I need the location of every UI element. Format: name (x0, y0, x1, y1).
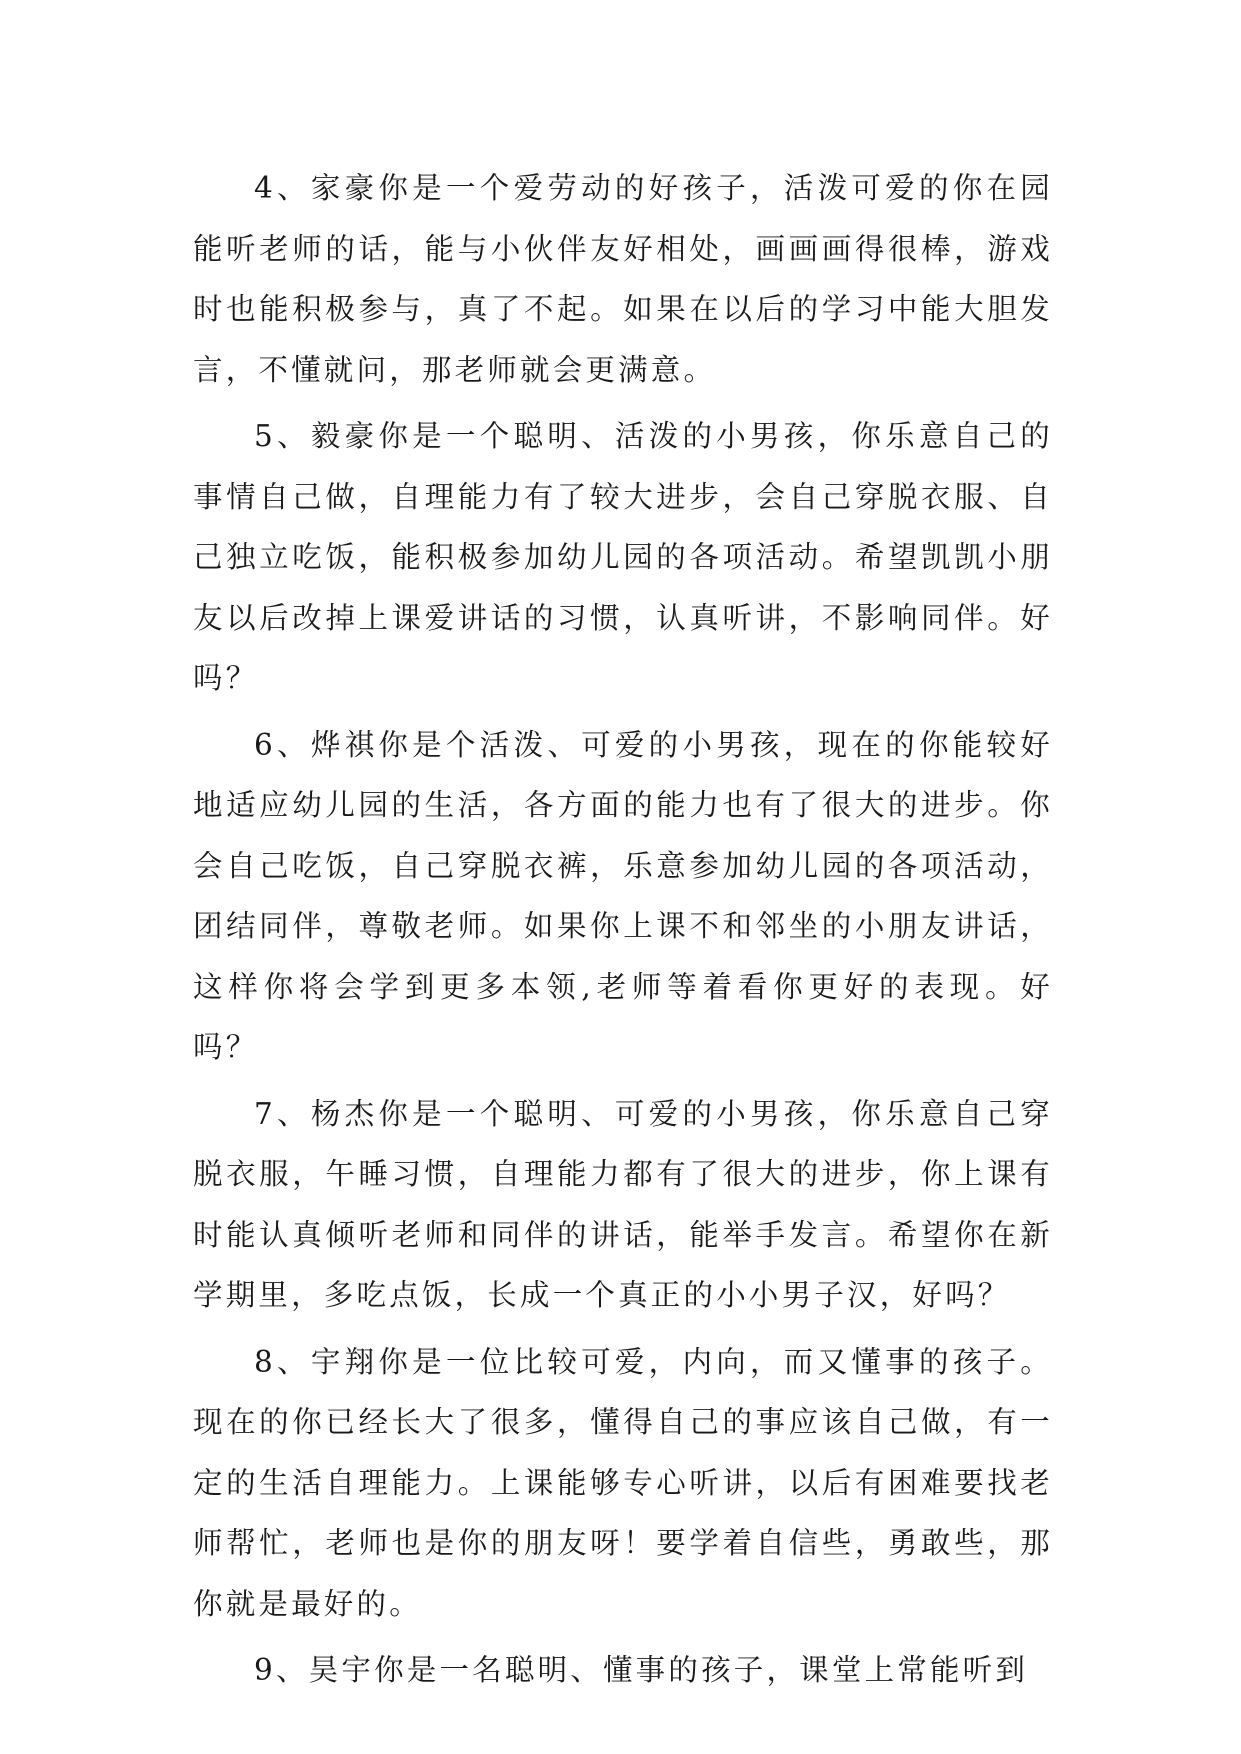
paragraph-7: 7、杨杰你是一个聪明、可爱的小男孩，你乐意自己穿脱衣服，午睡习惯，自理能力都有了很大的进步，你上课有时能认真倾听老师和同伴的讲话，能举手发言。希望你在新学期里，多吃点饭，长成一个真正的小小男子汉，好吗？ (193, 1096, 1053, 1312)
paragraph-4: 4、家豪你是一个爱劳动的好孩子，活泼可爱的你在园能听老师的话，能与小伙伴友好相处，画画画得很棒，游戏时也能积极参与，真了不起。如果在以后的学习中能大胆发言，不懂就问，那老师就会更满意。 (193, 171, 1053, 387)
document-body (193, 158, 1053, 1701)
paragraph-9: 9、昊宇你是一名聪明、懂事的孩子，课堂上常能听到 (254, 1653, 1029, 1687)
paragraph-5: 5、毅豪你是一个聪明、活泼的小男孩，你乐意自己的事情自己做，自理能力有了较大进步，会自己穿脱衣服、自己独立吃饭，能积极参加幼儿园的各项活动。希望凯凯小朋友以后改掉上课爱讲话的习惯，认真听讲，不影响同伴。好吗？ (193, 419, 1053, 695)
paragraph-6: 6、烨祺你是个活泼、可爱的小男孩，现在的你能较好地适应幼儿园的生活，各方面的能力也有了很大的进步。你会自己吃饭，自己穿脱衣裤，乐意参加幼儿园的各项活动，团结同伴，尊敬老师。如果你上课不和邻坐的小朋友讲话，这样你将会学到更多本领,老师等着看你更好的表现。好吗？ (193, 727, 1053, 1064)
paragraph-8: 8、宇翔你是一位比较可爱，内向，而又懂事的孩子。现在的你已经长大了很多，懂得自己的事应该自己做，有一定的生活自理能力。上课能够专心听讲，以后有困难要找老师帮忙，老师也是你的朋友呀！要学着自信些，勇敢些，那你就是最好的。 (193, 1344, 1053, 1621)
